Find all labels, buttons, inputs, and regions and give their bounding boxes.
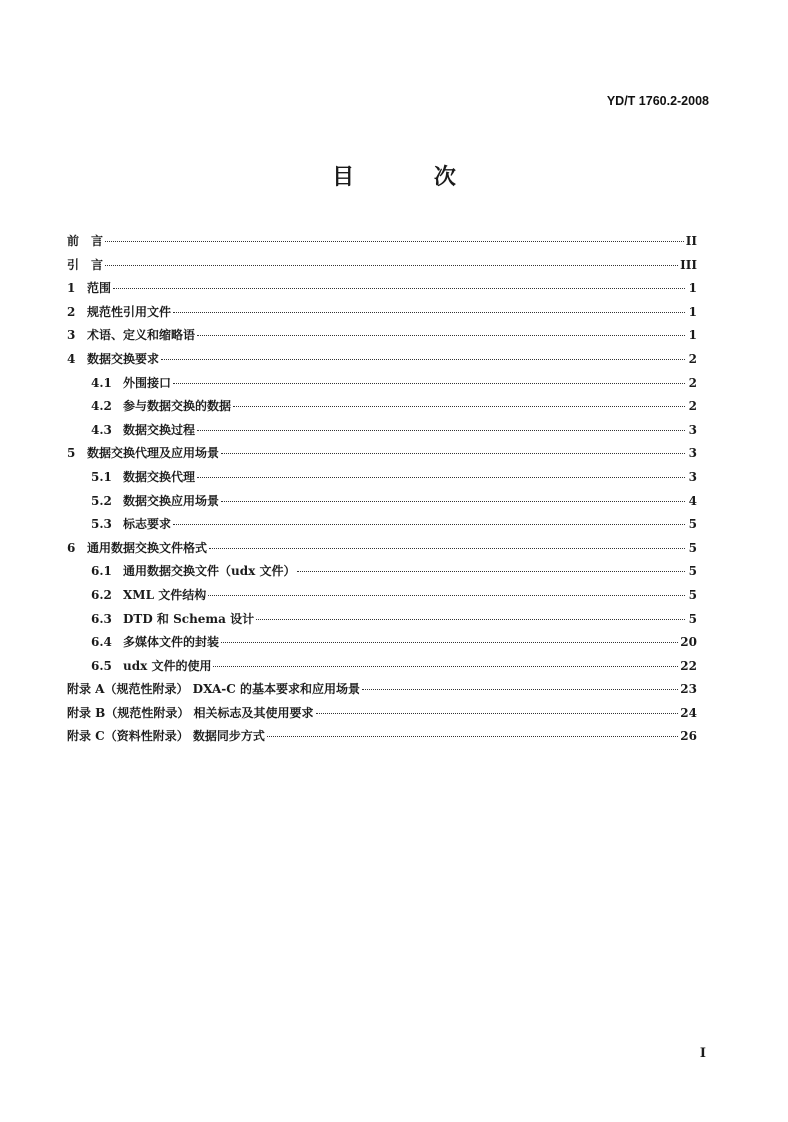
toc-entry-page: 5 bbox=[688, 587, 697, 602]
toc-entry-page: 5 bbox=[688, 517, 697, 532]
toc-entry-number: 6.4 bbox=[91, 635, 112, 650]
toc-entry bbox=[67, 256, 697, 280]
toc-entry bbox=[67, 279, 697, 303]
toc-entry bbox=[67, 444, 697, 468]
dot-leader bbox=[173, 383, 685, 384]
toc-entry-label: 术语、定义和缩略语 bbox=[87, 328, 196, 343]
dot-leader bbox=[197, 335, 685, 336]
toc-entry bbox=[67, 562, 697, 586]
toc-entry bbox=[67, 492, 697, 516]
dot-leader bbox=[221, 453, 685, 454]
dot-leader bbox=[161, 359, 685, 360]
toc-entry-label: 通用数据交换文件格式 bbox=[87, 540, 208, 555]
toc-entry-number: 5 bbox=[67, 446, 76, 461]
toc-entry bbox=[67, 303, 697, 327]
toc-entry-number: 5.3 bbox=[91, 517, 112, 532]
toc-entry-number: 4.1 bbox=[91, 375, 112, 390]
toc-entry bbox=[67, 727, 697, 751]
toc-entry bbox=[67, 704, 697, 728]
toc-entry-page: 24 bbox=[680, 705, 697, 720]
toc-entry-label: 多媒体文件的封装 bbox=[123, 635, 220, 650]
dot-leader bbox=[297, 571, 685, 572]
toc-entry-number: 6.3 bbox=[91, 611, 112, 626]
toc-entry bbox=[67, 680, 697, 704]
dot-leader bbox=[221, 501, 685, 502]
toc-entry-number: 6.5 bbox=[91, 658, 112, 673]
toc-entry bbox=[67, 232, 697, 256]
toc-entry-label: 参与数据交换的数据 bbox=[123, 399, 232, 414]
dot-leader bbox=[208, 595, 685, 596]
toc-entry-page: 26 bbox=[680, 729, 697, 744]
dot-leader bbox=[316, 713, 679, 714]
toc-entry-number: 5.1 bbox=[91, 469, 112, 484]
toc-entry-number: 6.1 bbox=[91, 564, 112, 579]
dot-leader bbox=[209, 548, 685, 549]
toc-entry bbox=[67, 397, 697, 421]
toc-entry-label: 范围 bbox=[87, 281, 112, 296]
dot-leader bbox=[105, 265, 678, 266]
toc-entry bbox=[67, 610, 697, 634]
toc-entry-label: 规范性引用文件 bbox=[87, 304, 172, 319]
toc-entry-label: 前 言 bbox=[67, 234, 104, 248]
toc-entry-page: 1 bbox=[688, 281, 697, 296]
toc-entry-page: 2 bbox=[688, 399, 697, 414]
toc-entry bbox=[67, 421, 697, 445]
toc-entry-label: 引 言 bbox=[67, 257, 104, 272]
toc-entry bbox=[67, 326, 697, 350]
toc-entry-label: DTD 和 Schema 设计 bbox=[123, 611, 255, 626]
toc-entry-label: 数据交换代理及应用场景 bbox=[87, 446, 220, 461]
toc-entry-page: 23 bbox=[680, 682, 697, 697]
toc-entry-number: 4 bbox=[67, 351, 76, 366]
toc-entry-label: 通用数据交换文件（udx 文件） bbox=[123, 564, 296, 579]
toc-entry-label: udx 文件的使用 bbox=[123, 658, 212, 673]
toc-entry-number: 2 bbox=[67, 304, 76, 319]
toc-entry-page: 20 bbox=[680, 635, 697, 650]
toc-entry bbox=[67, 633, 697, 657]
toc-entry-label: 数据交换代理 bbox=[123, 469, 196, 484]
toc-entry bbox=[67, 374, 697, 398]
toc-entry bbox=[67, 468, 697, 492]
toc-entry-number: 4.2 bbox=[91, 399, 112, 414]
dot-leader bbox=[173, 312, 685, 313]
toc-entry-label: 附录 B（规范性附录） 相关标志及其使用要求 bbox=[67, 705, 314, 720]
toc-entry-page: 1 bbox=[688, 328, 697, 343]
toc-entry-label: 数据交换应用场景 bbox=[123, 493, 220, 508]
toc-entry-page: II bbox=[685, 234, 697, 248]
toc-entry-number: 3 bbox=[67, 328, 76, 343]
toc-entry-page: 1 bbox=[688, 304, 697, 319]
toc-entry bbox=[67, 350, 697, 374]
toc-entry bbox=[67, 657, 697, 681]
toc-entry-page: 3 bbox=[688, 446, 697, 461]
dot-leader bbox=[221, 642, 678, 643]
dot-leader bbox=[105, 241, 684, 242]
dot-leader bbox=[197, 430, 685, 431]
document-code: YD/T 1760.2-2008 bbox=[606, 94, 709, 108]
toc-entry-page: 5 bbox=[688, 611, 697, 626]
dot-leader bbox=[256, 619, 685, 620]
toc-entry-number: 5.2 bbox=[91, 493, 112, 508]
toc-entry-number: 6 bbox=[67, 540, 76, 555]
dot-leader bbox=[267, 736, 678, 737]
toc-entry-label: 外围接口 bbox=[123, 375, 172, 390]
dot-leader bbox=[362, 689, 678, 690]
dot-leader bbox=[233, 406, 685, 407]
toc-entry-label: 数据交换要求 bbox=[87, 351, 160, 366]
table-of-contents bbox=[67, 232, 697, 751]
page-title: 目 次 bbox=[332, 165, 492, 190]
toc-entry-page: III bbox=[680, 257, 697, 272]
toc-entry-number: 4.3 bbox=[91, 422, 112, 437]
toc-entry-label: 附录 C（资料性附录） 数据同步方式 bbox=[67, 729, 265, 744]
toc-entry-page: 22 bbox=[680, 658, 697, 673]
toc-entry-page: 2 bbox=[688, 351, 697, 366]
toc-entry-label: 附录 A（规范性附录） DXA-C 的基本要求和应用场景 bbox=[67, 682, 360, 697]
dot-leader bbox=[213, 666, 678, 667]
toc-entry-page: 3 bbox=[688, 469, 697, 484]
toc-entry-page: 5 bbox=[688, 564, 697, 579]
page-number: I bbox=[699, 1046, 706, 1061]
toc-entry-page: 4 bbox=[688, 493, 697, 508]
toc-entry-page: 5 bbox=[688, 540, 697, 555]
toc-entry bbox=[67, 586, 697, 610]
toc-entry-number: 6.2 bbox=[91, 587, 112, 602]
toc-entry-label: 标志要求 bbox=[123, 517, 172, 532]
toc-entry-page: 3 bbox=[688, 422, 697, 437]
toc-entry-label: XML 文件结构 bbox=[123, 587, 207, 602]
dot-leader bbox=[197, 477, 685, 478]
toc-entry bbox=[67, 539, 697, 563]
toc-entry-number: 1 bbox=[67, 281, 76, 296]
toc-entry-page: 2 bbox=[688, 375, 697, 390]
dot-leader bbox=[173, 524, 685, 525]
dot-leader bbox=[113, 288, 685, 289]
toc-entry bbox=[67, 515, 697, 539]
toc-entry-label: 数据交换过程 bbox=[123, 422, 196, 437]
